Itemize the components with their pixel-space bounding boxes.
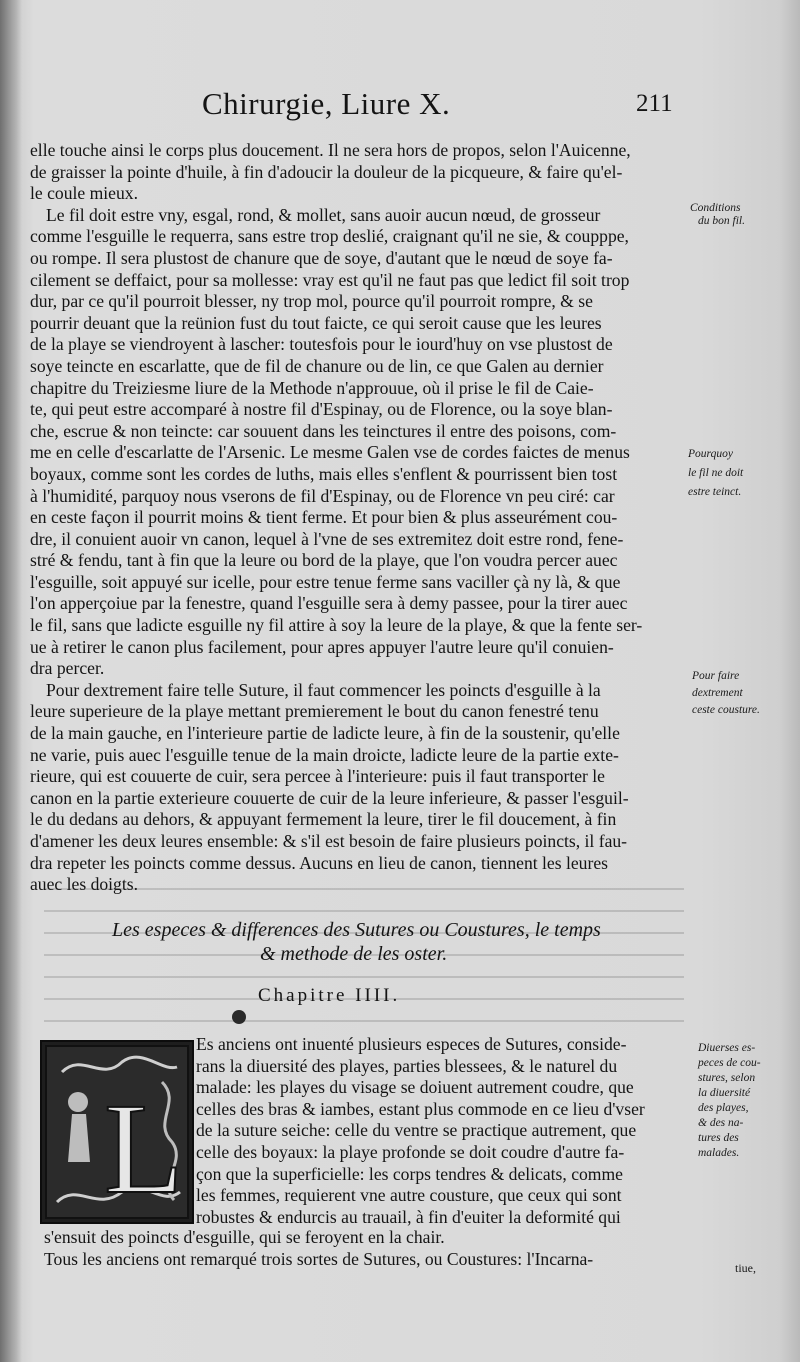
text-line: soye teincte en escarlatte, que de fil de chanure ou de lin, ce que Galen au dernier <box>30 355 604 376</box>
text-line: ue à retirer le canon plus facilement, pour apres appuyer l'autre leure qu'il conuien- <box>30 636 614 657</box>
margin-note-line: Pour faire <box>692 670 740 682</box>
text-line: celles des bras & iambes, estant plus commode en ce lieu d'vser <box>196 1098 645 1119</box>
text-line: celle des boyaux: la playe profonde se doit coudre d'autre fa- <box>196 1141 625 1162</box>
text-line: l'on apperçoiue par la fenestre, quand l'esguille sera à demy passee, pour la tirer auec <box>30 593 628 614</box>
text-line: le du dedans au dehors, & appuyant fermement la leure, tirer le fil doucement, à fin <box>30 809 617 830</box>
margin-note-pour-faire <box>692 670 760 717</box>
catchword: tiue, <box>735 1261 756 1275</box>
text-line: elle touche ainsi le corps plus doucement. Il ne sera hors de propos, selon l'Auicenne, <box>30 140 631 160</box>
text-line: dra percer. <box>30 658 105 679</box>
margin-note-line: tures des <box>698 1132 739 1144</box>
margin-note-line: des playes, <box>698 1102 749 1114</box>
text-line: rieure, qui est couuerte de cuir, sera percee à l'interieure: puis il faut transporter le <box>30 766 605 787</box>
margin-note-line: ceste cousture. <box>692 704 760 716</box>
section-heading-line-1: Les especes & differences des Sutures ou Coustures, le temps <box>112 919 601 941</box>
text-line: en ceste façon il pourrit moins & tient ferme. Et pour bien & plus asseurément cou- <box>30 507 618 528</box>
text-line: chapitre du Treiziesme liure de la Methode n'approuue, où il prise le fil de Caie- <box>30 377 594 398</box>
margin-note-conditions <box>690 202 745 228</box>
text-line: boyaux, comme sont les cordes de luths, mais elles s'enflent & pourrissent bien tost <box>30 463 618 484</box>
margin-note-line: & des na- <box>698 1117 744 1129</box>
text-line: Tous les anciens ont remarqué trois sortes de Sutures, ou Coustures: l'Incarna- <box>44 1248 594 1269</box>
margin-note-line: estre teinct. <box>688 486 742 498</box>
margin-note-line: stures, selon <box>698 1072 756 1084</box>
text-line: les femmes, requierent vne autre cousture, que ceux qui sont <box>196 1185 622 1206</box>
page-number: 211 <box>636 90 673 117</box>
text-line: me en celle d'escarlatte de l'Arsenic. Le mesme Galen vse de cordes faictes de menus <box>30 442 630 463</box>
text-line: pourrir deuant que la reünion fust du tout faicte, ce qui seroit cause que les leures <box>30 312 602 333</box>
margin-note-line: du bon fil. <box>698 215 745 227</box>
section-heading-line-2: & methode de les oster. <box>260 943 448 965</box>
decorated-initial-ornament <box>42 1042 192 1222</box>
text-line: dre, il conuient auoir vn canon, lequel à l'vne de ses extremitez doit estre rond, fene- <box>30 528 624 549</box>
text-line: d'amener les deux leures ensemble: & s'il est besoin de faire plusieurs poincts, il fau- <box>30 831 628 851</box>
margin-note-line: dextrement <box>692 687 743 699</box>
margin-note-line: Conditions <box>690 202 741 214</box>
text-line: le fil, sans que ladicte esguille ny fil attire à soy la leure de la playe, & que la fente ser- <box>30 615 643 636</box>
text-line: stré & fendu, tant à fin que la leure ou bord de la playe, que l'on voudra percer auec <box>30 550 618 571</box>
chapter-title: Chapitre IIII. <box>258 985 401 1006</box>
chapter-text-block <box>196 1033 696 1227</box>
margin-note-diuerses <box>698 1042 761 1160</box>
text-line: robustes & endurcis au trauail, à fin d'euiter la deformité qui <box>196 1206 621 1227</box>
text-line: de graisser la pointe d'huile, à fin d'adoucir la douleur de la picqueure, & faire qu'el- <box>30 161 623 182</box>
text-line: ou rompe. Il sera plustost de chanure que de soye, d'autant que le nœud de soye fa- <box>30 247 613 268</box>
text-line: s'ensuit des poincts d'esguille, qui se feroyent en la chair. <box>44 1227 445 1247</box>
decorated-initial <box>40 1040 194 1224</box>
running-title: Chirurgie, Liure X. <box>202 86 451 121</box>
text-line: cilement se deffaict, pour sa mollesse: vray est qu'il ne faut pas que ledict fil soit trop <box>30 269 630 290</box>
ink-blot <box>232 1010 246 1024</box>
section-heading <box>112 918 632 966</box>
text-line: ne varie, puis auec l'esguille tenue de la main droicte, ladicte leure de la partie exte- <box>30 744 619 765</box>
running-header <box>0 86 800 126</box>
text-line: de la main gauche, en l'interieure partie de ladicte leure, à fin de la soustenir, qu'elle <box>30 723 620 744</box>
text-line: leure superieure de la playe mettant premierement le bout du canon fenestré tenu <box>30 701 599 722</box>
closing-text-block <box>44 1226 704 1269</box>
text-line: de la suture seiche: celle du ventre se practique autrement, que <box>196 1120 637 1141</box>
margin-note-pourquoy <box>688 448 743 499</box>
margin-note-line: malades. <box>698 1147 740 1159</box>
text-line: de la playe se viendroyent à lascher: toutesfois pour le iourd'huy on vse plustost de <box>30 334 613 355</box>
text-line: dur, par ce qu'il pourroit blesser, ny trop mol, pource qu'il pourroit rompre, & se <box>30 291 593 312</box>
text-line: comme l'esguille le requerra, sans estre trop deslié, craignant qu'il ne sie, & coupppe, <box>30 226 629 247</box>
text-line: rans la diuersité des playes, parties blessees, & le naturel du <box>196 1055 618 1076</box>
text-line: te, qui peut estre accomparé à nostre fil d'Espinay, ou de Florence, ou la soye blan- <box>30 399 613 420</box>
text-line: Le fil doit estre vny, esgal, rond, & mollet, sans auoir aucun nœud, de grosseur <box>46 204 601 225</box>
margin-note-line: Pourquoy <box>688 448 733 460</box>
margin-note-line: peces de cou- <box>698 1057 761 1069</box>
text-line: Pour dextrement faire telle Suture, il faut commencer les poincts d'esguille à la <box>46 679 601 700</box>
main-text-block <box>30 140 690 896</box>
text-line: malade: les playes du visage se doiuent autrement coudre, que <box>196 1077 634 1098</box>
initial-letter: L <box>104 1077 184 1221</box>
margin-note-line: Diuerses es- <box>698 1042 756 1054</box>
margin-note-line: la diuersité <box>698 1087 751 1099</box>
text-line: l'esguille, soit appuyé sur icelle, pour estre tenue ferme sans vaciller çà ny là, & que <box>30 571 621 592</box>
text-line: à l'humidité, parquoy nous vserons de fil d'Espinay, ou de Florence vn peu ciré: car <box>30 485 615 506</box>
text-line: che, escrue & non teincte: car souuent dans les teinctures il entre des poisons, com- <box>30 420 617 441</box>
page-spine-shadow <box>0 0 22 1362</box>
text-line: dra repeter les poincts comme dessus. Aucuns en lieu de canon, tiennent les leures <box>30 852 608 873</box>
text-line: Es anciens ont inuenté plusieurs especes de Sutures, conside- <box>196 1034 627 1054</box>
text-line: auec les doigts. <box>30 874 138 895</box>
text-line: canon en la partie exterieure couuerte de cuir de la leure inferieure, & passer l'esguil- <box>30 787 629 808</box>
margin-note-line: le fil ne doit <box>688 467 744 479</box>
text-line: çon que la superficielle: les corps tendres & delicats, comme <box>196 1163 623 1184</box>
text-line: le coule mieux. <box>30 183 138 204</box>
